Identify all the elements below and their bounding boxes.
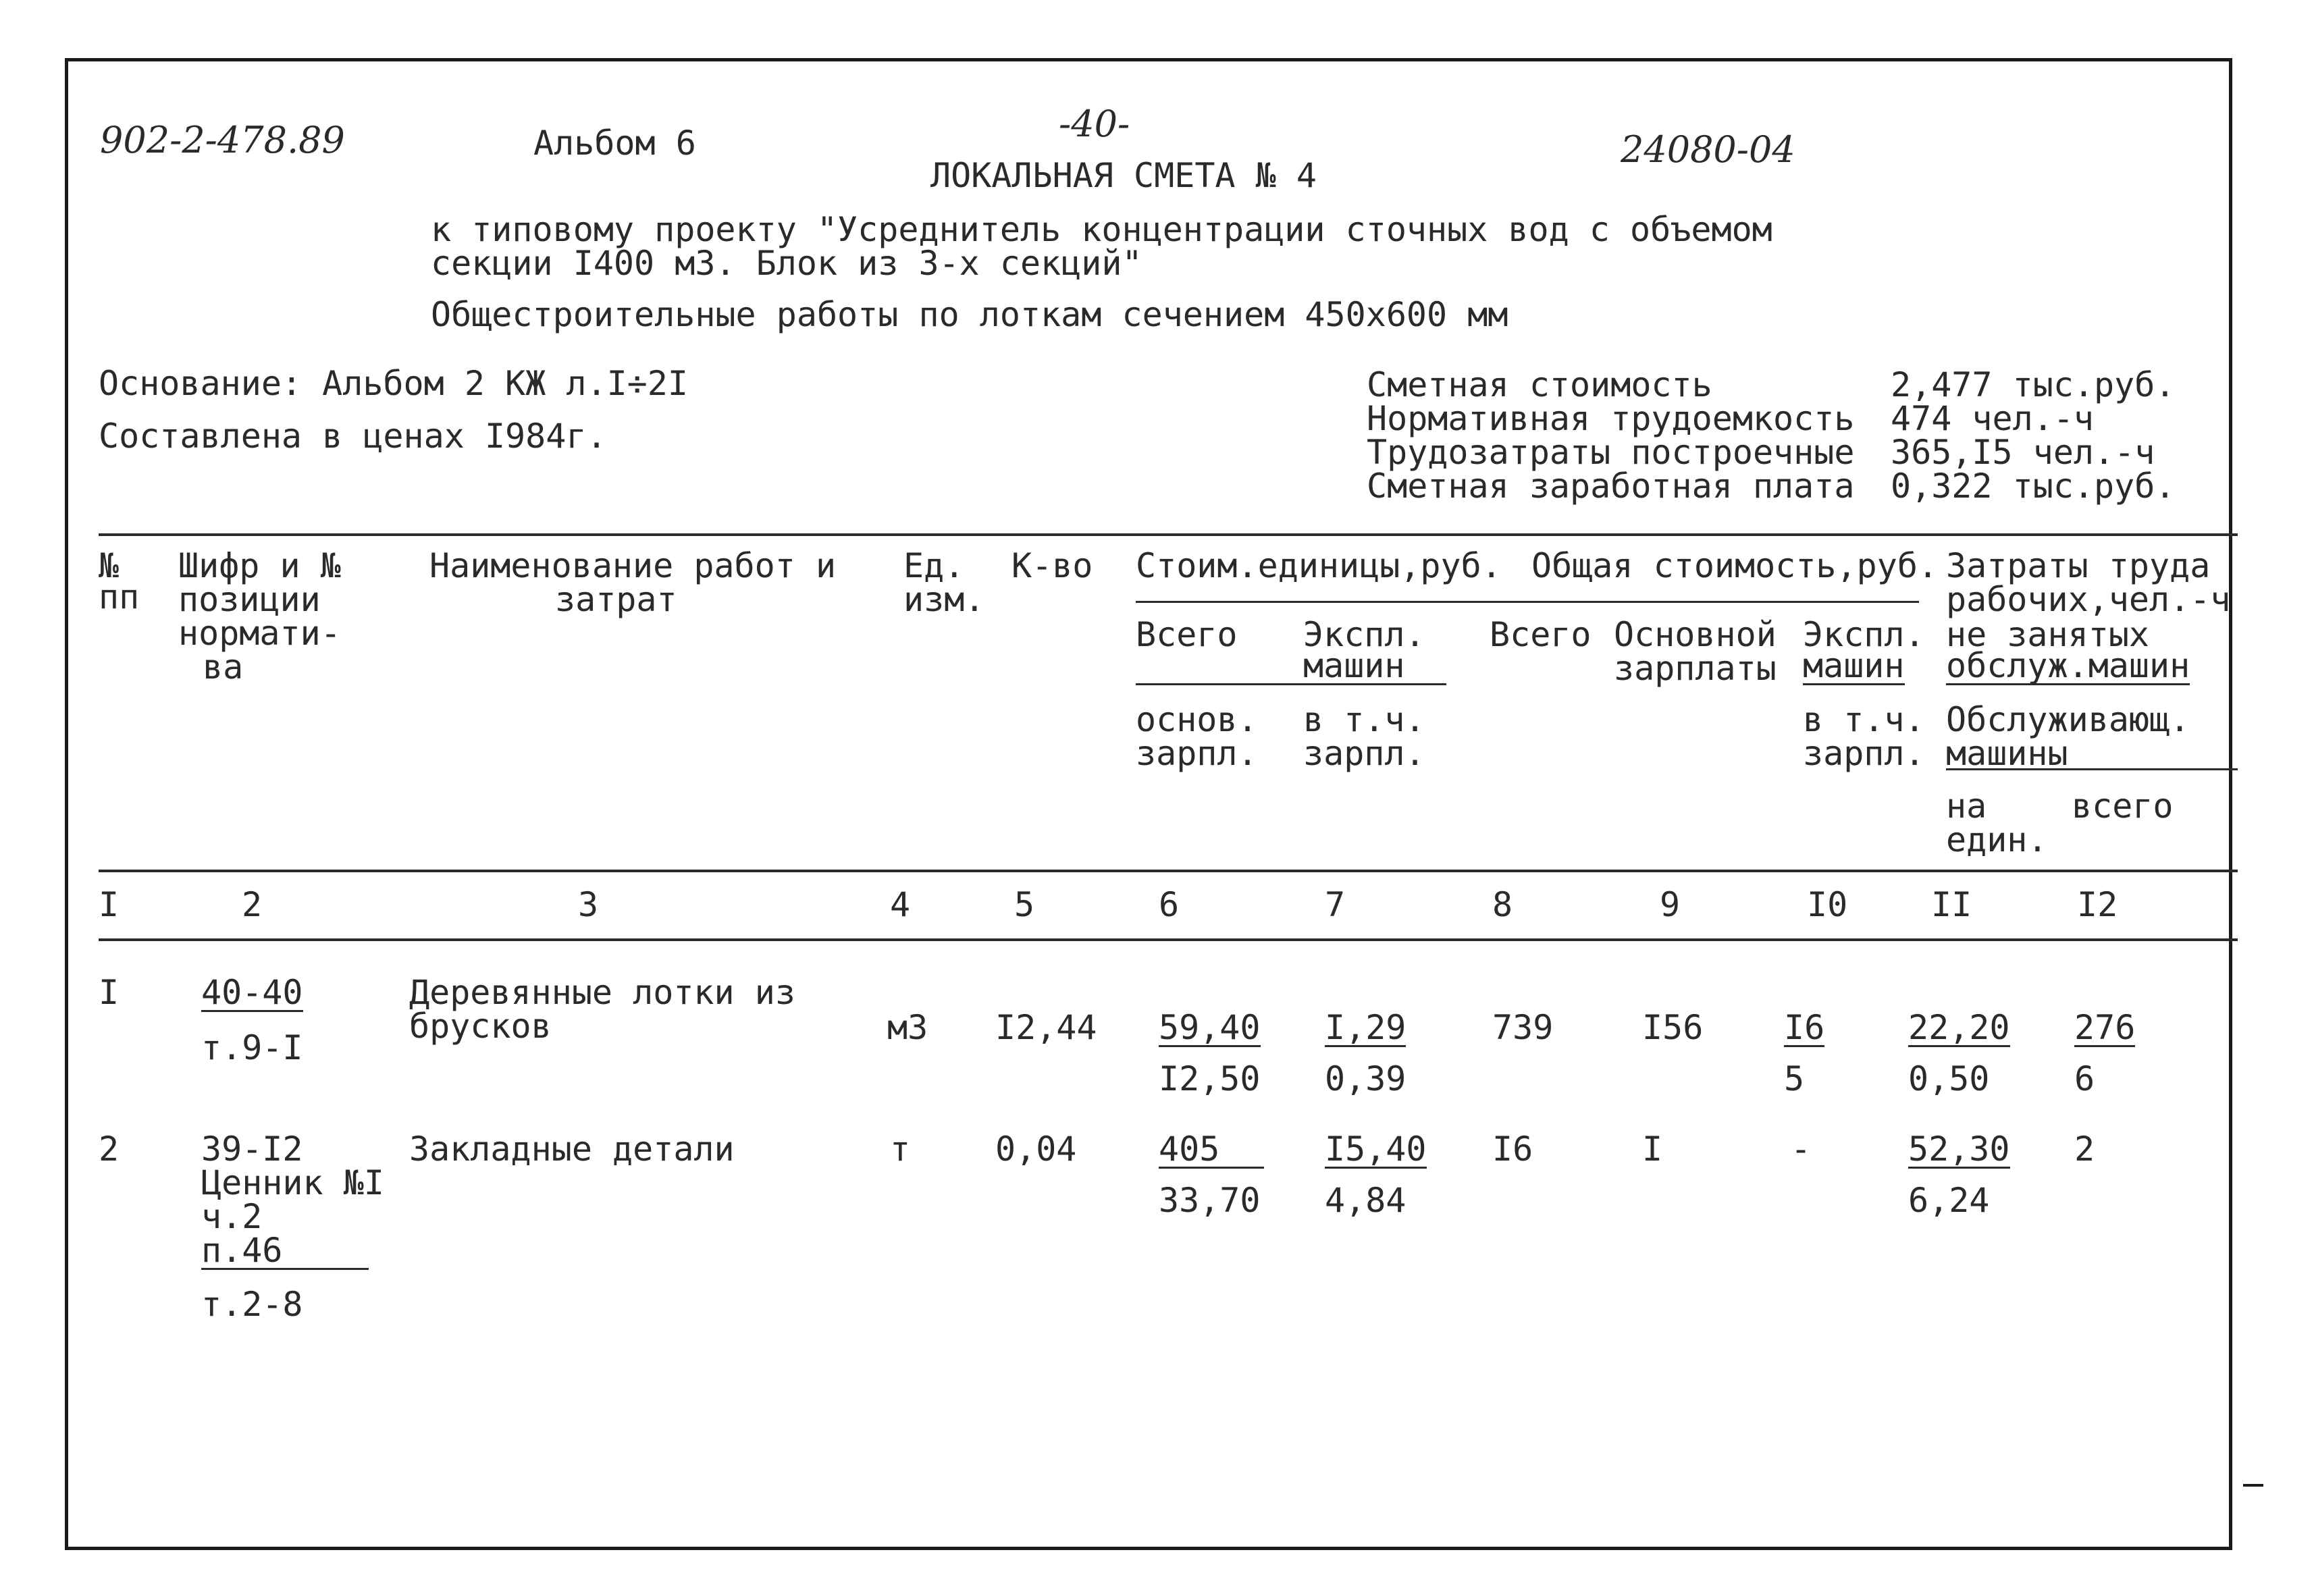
- header-labor-not-serving-1: не занятых: [1946, 615, 2150, 654]
- row-1-unit: м3: [887, 1008, 928, 1047]
- header-labor-serving-1: Обслуживающ.: [1946, 700, 2190, 739]
- row-1-qty: I2,44: [995, 1008, 1097, 1047]
- row-1-unit-basic-wage: I2,50: [1159, 1059, 1261, 1098]
- header-labor-all: всего: [2072, 787, 2174, 826]
- row-2-unit-machines: I5,40: [1325, 1129, 1427, 1169]
- row-2-code-line: т.2-8: [201, 1285, 303, 1324]
- row-2-code-line: 39-I2: [201, 1129, 303, 1169]
- column-number: 9: [1660, 885, 1681, 924]
- header-unit-total: Всего: [1136, 615, 1238, 654]
- header-name-2: затрат: [555, 580, 677, 619]
- header-total-cost: Общая стоимость,руб.: [1531, 546, 1939, 585]
- page-number: -40-: [1059, 103, 1130, 145]
- row-2-labor-per-unit: 52,30: [1908, 1129, 2010, 1169]
- summary-value-cost: 2,477 тыс.руб.: [1891, 365, 2176, 404]
- row-1-code-top: 40-40: [201, 973, 303, 1012]
- column-number: 3: [578, 885, 599, 924]
- header-code-3: нормати-: [178, 614, 341, 653]
- header-labor-serving-2: машины: [1946, 734, 2068, 773]
- summary-label-cost: Сметная стоимость: [1367, 365, 1712, 404]
- header-unit-1: Ед.: [903, 546, 965, 585]
- column-number: I2: [2077, 885, 2118, 924]
- summary-value-labor-site: 365,I5 чел.-ч: [1891, 433, 2155, 472]
- row-1-labor-all: 276: [2074, 1008, 2136, 1047]
- row-1-code-bottom: т.9-I: [201, 1028, 303, 1067]
- summary-label-labor-site: Трудозатраты построечные: [1367, 433, 1855, 472]
- header-unit-basic-wage-1: основ.: [1136, 700, 1258, 739]
- summary-label-wage: Сметная заработная плата: [1367, 467, 1855, 506]
- row-2-qty: 0,04: [995, 1129, 1077, 1169]
- row-2-num: 2: [99, 1129, 120, 1169]
- column-number: 5: [1014, 885, 1035, 924]
- summary-value-labor-norm: 474 чел.-ч: [1891, 399, 2095, 438]
- column-numbers-rule: [99, 938, 2238, 941]
- header-labor-per-unit-1: на: [1946, 787, 1987, 826]
- header-unit-basic-wage-2: зарпл.: [1136, 734, 1258, 773]
- column-number: 4: [890, 885, 911, 924]
- page-frame: [65, 58, 2232, 1550]
- table-top-rule: [99, 533, 2238, 536]
- row-1-unit-incl-wage: 0,39: [1325, 1059, 1406, 1098]
- row-2-code-line: Ценник №I: [201, 1163, 384, 1202]
- row-2-total-all: I6: [1492, 1129, 1533, 1169]
- row-2-total-basic-wage: I: [1642, 1129, 1663, 1169]
- row-2-code-line: п.46: [201, 1233, 369, 1270]
- column-number: II: [1931, 885, 1972, 924]
- prices-year-line: Составлена в ценах I984г.: [99, 417, 607, 456]
- header-unit-incl-wage-2: зарпл.: [1303, 734, 1425, 773]
- header-unit-machines-1: Экспл.: [1303, 615, 1425, 654]
- header-labor-not-serving-2: обслуж.машин: [1946, 646, 2190, 685]
- header-name-1: Наименование работ и: [429, 546, 837, 585]
- header-total-basic-wage-2: зарплаты: [1614, 649, 1777, 688]
- row-1-labor-serving-all: 6: [2074, 1059, 2095, 1098]
- row-1-unit-total: 59,40: [1159, 1008, 1261, 1047]
- row-1-name-2: брусков: [409, 1007, 552, 1046]
- header-labor-1: Затраты труда: [1946, 546, 2211, 585]
- header-code-4: ва: [203, 647, 244, 687]
- column-number: I: [99, 885, 120, 924]
- header-bottom-rule: [99, 870, 2238, 872]
- row-2-total-machines: -: [1791, 1129, 1812, 1169]
- row-1-total-basic-wage: I56: [1642, 1008, 1704, 1047]
- stamp-code: 24080-04: [1621, 128, 1795, 171]
- album-label: Альбом 6: [533, 124, 696, 163]
- header-qty: К-во: [1011, 546, 1093, 585]
- doc-code: 902-2-478.89: [100, 119, 345, 161]
- header-code-1: Шифр и №: [178, 546, 341, 585]
- column-number: 2: [242, 885, 263, 924]
- header-total-machines-1: Экспл.: [1803, 615, 1925, 654]
- summary-label-labor-norm: Нормативная трудоемкость: [1367, 399, 1855, 438]
- row-2-unit: т: [890, 1129, 911, 1169]
- row-1-labor-per-unit: 22,20: [1908, 1008, 2010, 1047]
- row-1-total-incl-wage: 5: [1784, 1059, 1805, 1098]
- column-number: I0: [1807, 885, 1848, 924]
- header-code-2: позиции: [178, 580, 321, 619]
- row-2-unit-incl-wage: 4,84: [1325, 1181, 1406, 1220]
- subtitle-line-2: секции I400 м3. Блок из 3-х секций": [431, 244, 1142, 283]
- header-num-1: №: [99, 546, 120, 585]
- subtitle-line-3: Общестроительные работы по лоткам сечением 450х600 мм: [431, 295, 1508, 334]
- summary-value-wage: 0,322 тыс.руб.: [1891, 467, 2176, 506]
- subtitle-line-1: к типовому проекту "Усреднитель концентрации сточных вод с объемом: [431, 210, 1772, 249]
- header-total-incl-wage-2: зарпл.: [1803, 734, 1925, 773]
- basis-line: Основание: Альбом 2 КЖ л.I÷2I: [99, 364, 688, 403]
- header-total-all: Всего: [1490, 615, 1592, 654]
- row-2-unit-basic-wage: 33,70: [1159, 1181, 1261, 1220]
- row-1-total-machines: I6: [1784, 1008, 1825, 1047]
- row-2-labor-all: 2: [2074, 1129, 2095, 1169]
- row-1-unit-machines: I,29: [1325, 1008, 1406, 1047]
- column-number: 7: [1325, 885, 1346, 924]
- row-2-unit-total: 405: [1159, 1132, 1264, 1169]
- document-title: ЛОКАЛЬНАЯ СМЕТА № 4: [930, 156, 1317, 195]
- row-2-code-line: ч.2: [201, 1197, 263, 1236]
- header-unit-2: изм.: [903, 580, 985, 619]
- header-num-2: пп: [99, 577, 140, 616]
- row-1-name-1: Деревянные лотки из: [409, 973, 795, 1012]
- header-unit-machines-2: машин: [1303, 646, 1405, 685]
- row-1-total-all: 739: [1492, 1008, 1554, 1047]
- row-2-labor-serving-per-unit: 6,24: [1908, 1181, 1990, 1220]
- header-total-incl-wage-1: в т.ч.: [1803, 700, 1925, 739]
- column-number: 6: [1159, 885, 1180, 924]
- header-total-basic-wage-1: Основной: [1614, 615, 1777, 654]
- binding-mark: [2243, 1484, 2263, 1487]
- header-labor-per-unit-2: един.: [1946, 820, 2048, 859]
- row-2-name: Закладные детали: [409, 1129, 735, 1169]
- header-labor-2: рабочих,чел.-ч: [1946, 580, 2231, 619]
- cost-group-rule: [1136, 601, 1919, 603]
- row-1-num: I: [99, 973, 120, 1012]
- row-1-labor-serving-per-unit: 0,50: [1908, 1059, 1990, 1098]
- header-unit-incl-wage-1: в т.ч.: [1303, 700, 1425, 739]
- header-total-machines-2: машин: [1803, 646, 1905, 685]
- column-number: 8: [1492, 885, 1513, 924]
- header-unit-cost: Стоим.единицы,руб.: [1136, 546, 1502, 585]
